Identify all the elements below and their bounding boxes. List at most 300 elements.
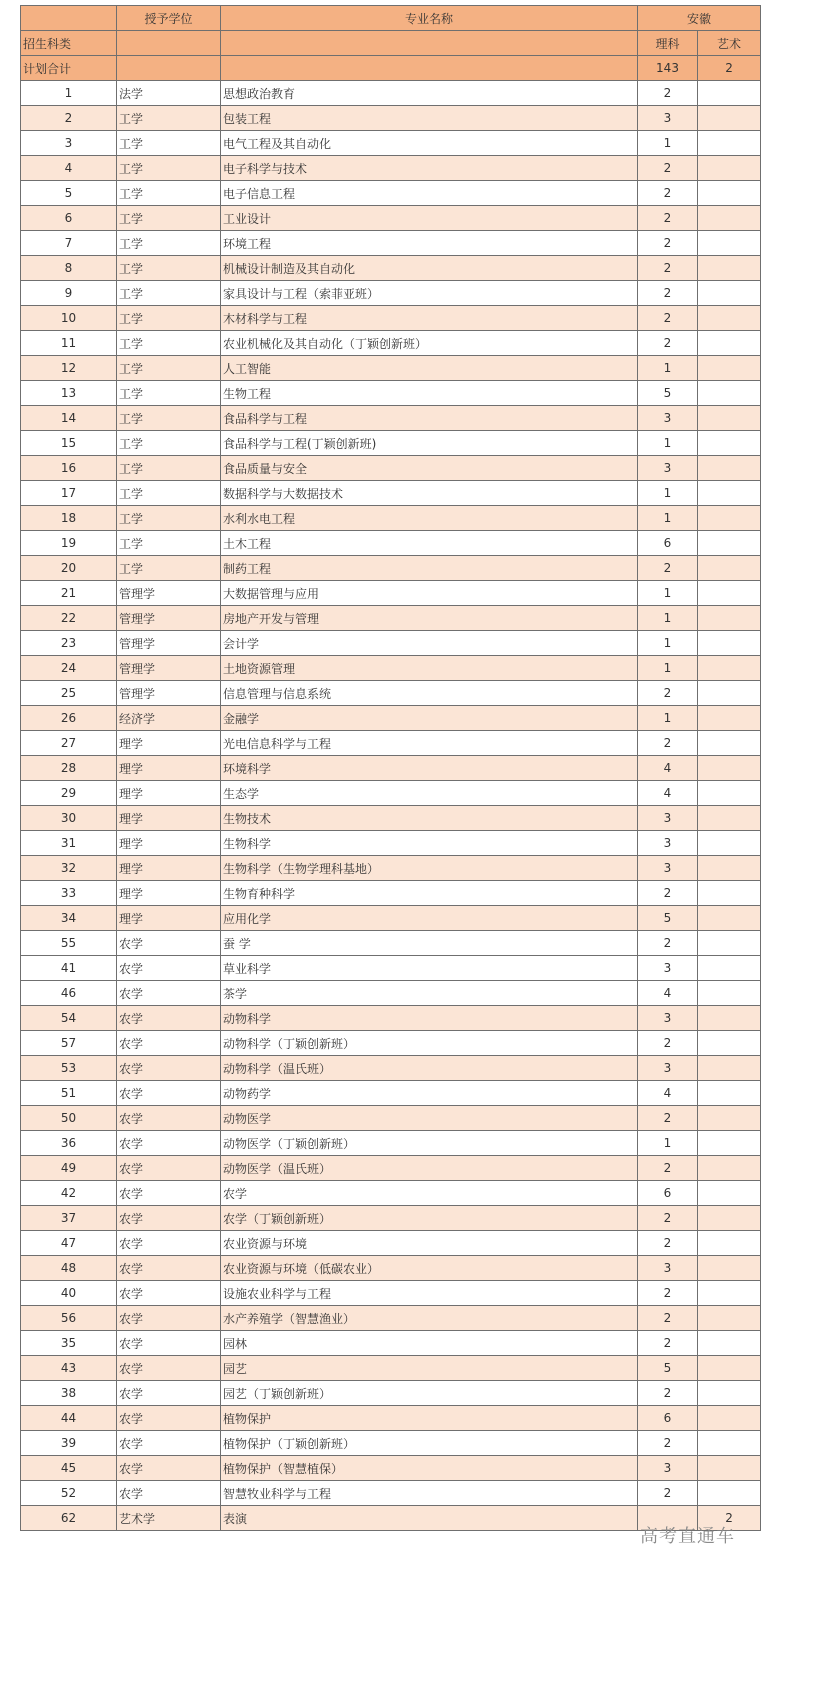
row-major: 土地资源管理 xyxy=(221,656,638,681)
row-science-count: 2 xyxy=(638,256,698,281)
row-science-count: 2 xyxy=(638,1331,698,1356)
row-art-count xyxy=(698,681,761,706)
row-number: 21 xyxy=(21,581,117,606)
row-art-count xyxy=(698,581,761,606)
row-number: 10 xyxy=(21,306,117,331)
row-art-count xyxy=(698,156,761,181)
row-art-count xyxy=(698,106,761,131)
table-row xyxy=(21,1306,761,1331)
row-degree: 农学 xyxy=(117,1156,221,1181)
category-row xyxy=(21,31,761,56)
row-number: 9 xyxy=(21,281,117,306)
row-degree: 农学 xyxy=(117,1081,221,1106)
row-major: 生态学 xyxy=(221,781,638,806)
province-header: 安徽 xyxy=(638,6,761,31)
row-science-count: 6 xyxy=(638,1181,698,1206)
row-number: 8 xyxy=(21,256,117,281)
row-degree: 法学 xyxy=(117,81,221,106)
row-degree: 经济学 xyxy=(117,706,221,731)
row-degree: 农学 xyxy=(117,1256,221,1281)
row-science-count: 3 xyxy=(638,806,698,831)
row-major: 木材科学与工程 xyxy=(221,306,638,331)
row-major: 设施农业科学与工程 xyxy=(221,1281,638,1306)
row-major: 数据科学与大数据技术 xyxy=(221,481,638,506)
row-degree: 工学 xyxy=(117,156,221,181)
table-row xyxy=(21,706,761,731)
row-art-count xyxy=(698,981,761,1006)
row-number: 62 xyxy=(21,1506,117,1531)
table-row xyxy=(21,1406,761,1431)
row-art-count xyxy=(698,831,761,856)
row-degree: 农学 xyxy=(117,981,221,1006)
category-empty-cell xyxy=(221,31,638,56)
row-degree: 农学 xyxy=(117,1206,221,1231)
row-major: 食品科学与工程(丁颖创新班) xyxy=(221,431,638,456)
row-major: 应用化学 xyxy=(221,906,638,931)
row-science-count: 2 xyxy=(638,1381,698,1406)
table-row xyxy=(21,281,761,306)
row-number: 55 xyxy=(21,931,117,956)
row-degree: 农学 xyxy=(117,1056,221,1081)
row-art-count xyxy=(698,781,761,806)
table-row xyxy=(21,1356,761,1381)
row-art-count xyxy=(698,1356,761,1381)
row-art-count xyxy=(698,1431,761,1456)
row-major: 环境工程 xyxy=(221,231,638,256)
table-row xyxy=(21,231,761,256)
row-art-count xyxy=(698,1281,761,1306)
table-row xyxy=(21,756,761,781)
table-row xyxy=(21,831,761,856)
row-major: 园艺（丁颖创新班） xyxy=(221,1381,638,1406)
row-science-count: 5 xyxy=(638,906,698,931)
row-number: 32 xyxy=(21,856,117,881)
row-number: 54 xyxy=(21,1006,117,1031)
table-row xyxy=(21,106,761,131)
row-art-count xyxy=(698,1056,761,1081)
row-major: 动物药学 xyxy=(221,1081,638,1106)
row-degree: 工学 xyxy=(117,456,221,481)
row-degree: 工学 xyxy=(117,431,221,456)
table-row xyxy=(21,881,761,906)
table-row xyxy=(21,131,761,156)
category-label: 招生科类 xyxy=(21,31,117,56)
row-major: 土木工程 xyxy=(221,531,638,556)
table-row xyxy=(21,1056,761,1081)
row-art-count xyxy=(698,731,761,756)
row-major: 表演 xyxy=(221,1506,638,1531)
row-science-count: 1 xyxy=(638,606,698,631)
row-number: 18 xyxy=(21,506,117,531)
row-number: 40 xyxy=(21,1281,117,1306)
row-number: 25 xyxy=(21,681,117,706)
row-major: 金融学 xyxy=(221,706,638,731)
table-row xyxy=(21,406,761,431)
row-number: 14 xyxy=(21,406,117,431)
row-art-count xyxy=(698,931,761,956)
row-degree: 艺术学 xyxy=(117,1506,221,1531)
row-science-count: 2 xyxy=(638,81,698,106)
row-art-count xyxy=(698,1006,761,1031)
row-degree: 工学 xyxy=(117,481,221,506)
row-degree: 农学 xyxy=(117,1181,221,1206)
row-number: 56 xyxy=(21,1306,117,1331)
row-degree: 工学 xyxy=(117,256,221,281)
row-degree: 农学 xyxy=(117,1031,221,1056)
row-number: 41 xyxy=(21,956,117,981)
row-science-count: 3 xyxy=(638,1456,698,1481)
row-number: 17 xyxy=(21,481,117,506)
row-major: 电子科学与技术 xyxy=(221,156,638,181)
row-science-count: 1 xyxy=(638,481,698,506)
row-science-count: 3 xyxy=(638,456,698,481)
row-number: 1 xyxy=(21,81,117,106)
row-number: 13 xyxy=(21,381,117,406)
row-major: 农学（丁颖创新班） xyxy=(221,1206,638,1231)
plan-total-label: 计划合计 xyxy=(21,56,117,81)
row-art-count xyxy=(698,431,761,456)
row-major: 植物保护 xyxy=(221,1406,638,1431)
table-row xyxy=(21,1206,761,1231)
row-number: 7 xyxy=(21,231,117,256)
row-art-count xyxy=(698,1131,761,1156)
row-art-count xyxy=(698,531,761,556)
row-science-count: 3 xyxy=(638,831,698,856)
row-major: 蚕 学 xyxy=(221,931,638,956)
row-major: 茶学 xyxy=(221,981,638,1006)
table-row xyxy=(21,1331,761,1356)
row-major: 植物保护（丁颖创新班） xyxy=(221,1431,638,1456)
table-row xyxy=(21,1006,761,1031)
row-degree: 农学 xyxy=(117,1131,221,1156)
row-major: 草业科学 xyxy=(221,956,638,981)
row-major: 会计学 xyxy=(221,631,638,656)
row-major: 农学 xyxy=(221,1181,638,1206)
table-row xyxy=(21,1481,761,1506)
row-major: 思想政治教育 xyxy=(221,81,638,106)
row-number: 29 xyxy=(21,781,117,806)
row-science-count: 4 xyxy=(638,781,698,806)
row-number: 36 xyxy=(21,1131,117,1156)
row-major: 农业资源与环境 xyxy=(221,1231,638,1256)
row-major: 环境科学 xyxy=(221,756,638,781)
table-row xyxy=(21,206,761,231)
row-major: 电气工程及其自动化 xyxy=(221,131,638,156)
row-science-count: 3 xyxy=(638,856,698,881)
row-degree: 农学 xyxy=(117,1406,221,1431)
row-major: 房地产开发与管理 xyxy=(221,606,638,631)
row-science-count: 2 xyxy=(638,731,698,756)
row-degree: 管理学 xyxy=(117,681,221,706)
table-row xyxy=(21,1031,761,1056)
table-row xyxy=(21,1231,761,1256)
row-science-count: 2 xyxy=(638,681,698,706)
row-number: 33 xyxy=(21,881,117,906)
row-art-count xyxy=(698,906,761,931)
row-art-count xyxy=(698,631,761,656)
row-major: 动物科学 xyxy=(221,1006,638,1031)
row-degree: 工学 xyxy=(117,381,221,406)
table-row xyxy=(21,931,761,956)
art-total: 2 xyxy=(698,56,761,81)
row-number: 39 xyxy=(21,1431,117,1456)
row-science-count: 2 xyxy=(638,931,698,956)
row-major: 生物工程 xyxy=(221,381,638,406)
row-major: 智慧牧业科学与工程 xyxy=(221,1481,638,1506)
row-science-count: 3 xyxy=(638,1056,698,1081)
row-art-count xyxy=(698,1181,761,1206)
table-row xyxy=(21,656,761,681)
table-row xyxy=(21,156,761,181)
row-number: 22 xyxy=(21,606,117,631)
row-number: 48 xyxy=(21,1256,117,1281)
row-science-count: 2 xyxy=(638,881,698,906)
row-number: 38 xyxy=(21,1381,117,1406)
row-art-count xyxy=(698,131,761,156)
row-number: 42 xyxy=(21,1181,117,1206)
row-science-count: 3 xyxy=(638,406,698,431)
row-number: 20 xyxy=(21,556,117,581)
table-row xyxy=(21,456,761,481)
row-number: 30 xyxy=(21,806,117,831)
row-degree: 工学 xyxy=(117,106,221,131)
row-number: 24 xyxy=(21,656,117,681)
row-major: 生物科学（生物学理科基地） xyxy=(221,856,638,881)
table-row xyxy=(21,1456,761,1481)
row-art-count xyxy=(698,481,761,506)
major-name-header: 专业名称 xyxy=(221,6,638,31)
table-row xyxy=(21,1381,761,1406)
table-row xyxy=(21,1181,761,1206)
table-row xyxy=(21,606,761,631)
row-science-count: 3 xyxy=(638,1256,698,1281)
row-major: 人工智能 xyxy=(221,356,638,381)
row-science-count: 2 xyxy=(638,1281,698,1306)
row-degree: 管理学 xyxy=(117,631,221,656)
row-degree: 理学 xyxy=(117,756,221,781)
row-science-count: 3 xyxy=(638,956,698,981)
row-degree: 农学 xyxy=(117,1231,221,1256)
table-row xyxy=(21,81,761,106)
table-row xyxy=(21,856,761,881)
row-degree: 农学 xyxy=(117,1106,221,1131)
row-number: 46 xyxy=(21,981,117,1006)
row-number: 11 xyxy=(21,331,117,356)
row-number: 3 xyxy=(21,131,117,156)
row-number: 51 xyxy=(21,1081,117,1106)
row-science-count: 2 xyxy=(638,1031,698,1056)
row-number: 31 xyxy=(21,831,117,856)
row-degree: 农学 xyxy=(117,1306,221,1331)
row-degree: 农学 xyxy=(117,1331,221,1356)
row-degree: 理学 xyxy=(117,731,221,756)
row-number: 44 xyxy=(21,1406,117,1431)
row-art-count xyxy=(698,281,761,306)
row-science-count: 4 xyxy=(638,981,698,1006)
table-row xyxy=(21,1256,761,1281)
row-number: 50 xyxy=(21,1106,117,1131)
table-row xyxy=(21,556,761,581)
row-art-count xyxy=(698,356,761,381)
row-degree: 理学 xyxy=(117,831,221,856)
row-science-count: 2 xyxy=(638,1231,698,1256)
art-header: 艺术 xyxy=(698,31,761,56)
table-row xyxy=(21,781,761,806)
row-science-count: 2 xyxy=(638,1106,698,1131)
row-major: 食品质量与安全 xyxy=(221,456,638,481)
row-major: 光电信息科学与工程 xyxy=(221,731,638,756)
row-major: 动物医学 xyxy=(221,1106,638,1131)
row-science-count: 2 xyxy=(638,556,698,581)
row-major: 农业资源与环境（低碳农业） xyxy=(221,1256,638,1281)
row-science-count: 2 xyxy=(638,231,698,256)
row-number: 47 xyxy=(21,1231,117,1256)
row-number: 28 xyxy=(21,756,117,781)
table-row xyxy=(21,256,761,281)
row-major: 机械设计制造及其自动化 xyxy=(221,256,638,281)
row-major: 制药工程 xyxy=(221,556,638,581)
row-science-count: 4 xyxy=(638,1081,698,1106)
row-number: 53 xyxy=(21,1056,117,1081)
row-major: 工业设计 xyxy=(221,206,638,231)
row-art-count xyxy=(698,231,761,256)
row-degree: 管理学 xyxy=(117,606,221,631)
plan-total-empty-cell xyxy=(117,56,221,81)
row-science-count: 1 xyxy=(638,656,698,681)
row-major: 农业机械化及其自动化（丁颖创新班） xyxy=(221,331,638,356)
row-degree: 工学 xyxy=(117,306,221,331)
table-row xyxy=(21,1431,761,1456)
row-degree: 管理学 xyxy=(117,581,221,606)
row-art-count xyxy=(698,1206,761,1231)
row-degree: 工学 xyxy=(117,131,221,156)
row-science-count: 1 xyxy=(638,581,698,606)
watermark-text: 高考直通车 xyxy=(640,1526,735,1547)
table-row xyxy=(21,381,761,406)
row-major: 水产养殖学（智慧渔业） xyxy=(221,1306,638,1331)
row-art-count xyxy=(698,1381,761,1406)
row-major: 电子信息工程 xyxy=(221,181,638,206)
row-art-count xyxy=(698,256,761,281)
row-art-count xyxy=(698,1406,761,1431)
row-degree: 工学 xyxy=(117,556,221,581)
row-art-count xyxy=(698,331,761,356)
row-art-count xyxy=(698,956,761,981)
table-row xyxy=(21,181,761,206)
row-major: 生物育种科学 xyxy=(221,881,638,906)
row-art-count xyxy=(698,856,761,881)
row-science-count: 2 xyxy=(638,1156,698,1181)
row-art-count xyxy=(698,1106,761,1131)
header-empty-cell xyxy=(21,6,117,31)
row-degree: 农学 xyxy=(117,956,221,981)
row-degree: 工学 xyxy=(117,356,221,381)
row-art-count xyxy=(698,81,761,106)
row-science-count: 3 xyxy=(638,106,698,131)
row-science-count: 2 xyxy=(638,1206,698,1231)
row-degree: 管理学 xyxy=(117,656,221,681)
row-art-count xyxy=(698,206,761,231)
row-art-count xyxy=(698,1256,761,1281)
table-row xyxy=(21,631,761,656)
row-degree: 农学 xyxy=(117,1456,221,1481)
table-row xyxy=(21,731,761,756)
row-degree: 理学 xyxy=(117,856,221,881)
table-row xyxy=(21,1281,761,1306)
table-row xyxy=(21,356,761,381)
row-number: 43 xyxy=(21,1356,117,1381)
row-science-count: 1 xyxy=(638,356,698,381)
row-degree: 农学 xyxy=(117,1381,221,1406)
row-major: 园艺 xyxy=(221,1356,638,1381)
row-art-count xyxy=(698,806,761,831)
row-art-count xyxy=(698,1306,761,1331)
row-science-count: 6 xyxy=(638,531,698,556)
header-row xyxy=(21,6,761,31)
table-row xyxy=(21,681,761,706)
row-art-count xyxy=(698,1481,761,1506)
row-art-count xyxy=(698,1156,761,1181)
row-science-count: 1 xyxy=(638,431,698,456)
row-science-count: 2 xyxy=(638,181,698,206)
row-art-count xyxy=(698,656,761,681)
row-number: 16 xyxy=(21,456,117,481)
row-number: 4 xyxy=(21,156,117,181)
row-science-count: 2 xyxy=(638,281,698,306)
table-row xyxy=(21,1156,761,1181)
row-number: 27 xyxy=(21,731,117,756)
row-art-count xyxy=(698,1081,761,1106)
table-row xyxy=(21,906,761,931)
row-science-count: 3 xyxy=(638,1006,698,1031)
row-degree: 工学 xyxy=(117,531,221,556)
row-art-count xyxy=(698,306,761,331)
row-science-count: 2 xyxy=(638,206,698,231)
row-art-count xyxy=(698,406,761,431)
row-major: 家具设计与工程（索菲亚班） xyxy=(221,281,638,306)
row-art-count xyxy=(698,606,761,631)
row-degree: 工学 xyxy=(117,206,221,231)
row-art-count xyxy=(698,1331,761,1356)
row-art-count xyxy=(698,556,761,581)
row-science-count: 1 xyxy=(638,506,698,531)
row-number: 6 xyxy=(21,206,117,231)
row-science-count: 2 xyxy=(638,1481,698,1506)
row-major: 植物保护（智慧植保） xyxy=(221,1456,638,1481)
row-degree: 工学 xyxy=(117,181,221,206)
row-degree: 工学 xyxy=(117,331,221,356)
row-number: 45 xyxy=(21,1456,117,1481)
row-degree: 工学 xyxy=(117,281,221,306)
row-number: 35 xyxy=(21,1331,117,1356)
row-number: 37 xyxy=(21,1206,117,1231)
row-number: 26 xyxy=(21,706,117,731)
table-row xyxy=(21,506,761,531)
row-science-count: 1 xyxy=(638,131,698,156)
row-science-count: 5 xyxy=(638,1356,698,1381)
row-degree: 农学 xyxy=(117,1006,221,1031)
row-art-count xyxy=(698,706,761,731)
row-number: 15 xyxy=(21,431,117,456)
table-row xyxy=(21,481,761,506)
row-art-count xyxy=(698,506,761,531)
table-row xyxy=(21,306,761,331)
row-degree: 农学 xyxy=(117,1431,221,1456)
row-number: 2 xyxy=(21,106,117,131)
row-science-count: 2 xyxy=(638,1431,698,1456)
row-science-count: 6 xyxy=(638,1406,698,1431)
table-row xyxy=(21,1081,761,1106)
